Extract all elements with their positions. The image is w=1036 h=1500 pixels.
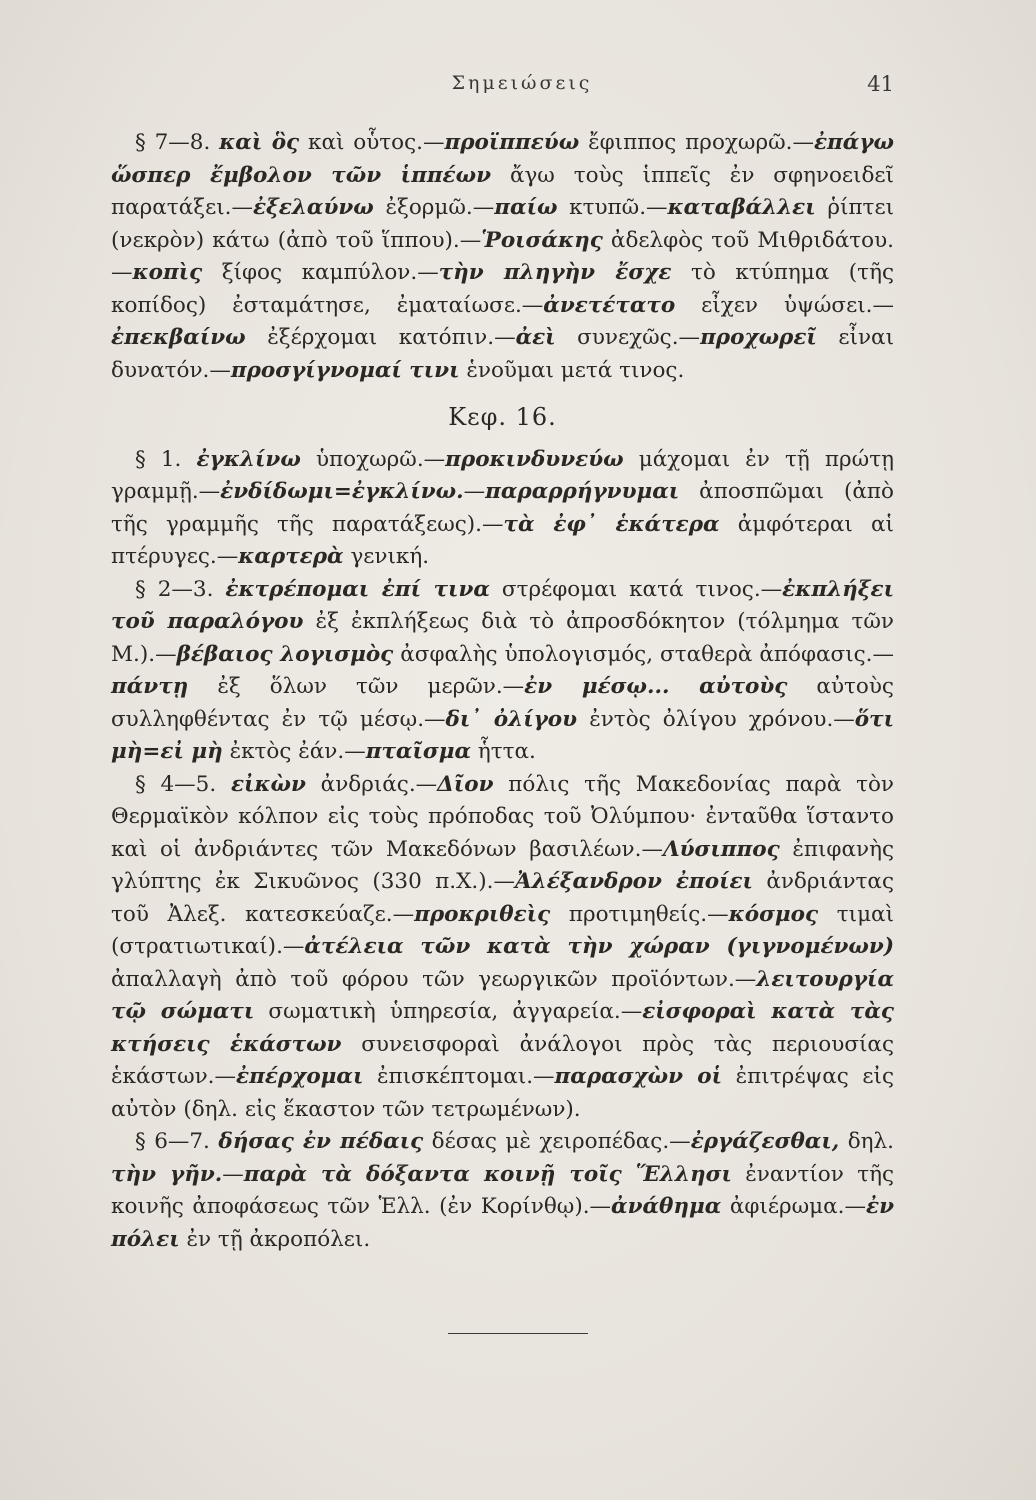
gloss: συνεισφοραὶ ἀνάλογοι πρὸς τὰς περιουσίας ἑκάστων.— [111, 1031, 894, 1089]
gloss: προτιμηθείς.— [568, 901, 729, 927]
lemma: προϊππεύω [444, 130, 580, 155]
lemma: προκριθεὶς [414, 901, 551, 927]
paragraph-section-7-8 [111, 127, 894, 387]
gloss: — [463, 479, 486, 504]
lemma: ἐξελαύνω [252, 195, 374, 220]
gloss: ἀπαλλαγὴ ἀπὸ τοῦ φόρου τῶν γεωργικῶν προϊόντων.— [111, 966, 757, 992]
lemma: κοπὶς [132, 260, 203, 285]
lemma: τὴν πληγὴν ἔσχε [438, 260, 672, 285]
gloss: ἀποσπῶμαι (ἀπὸ τῆς γραμμῆς τῆς παρατάξεως).— [111, 479, 894, 537]
lemma: Ἀλέξανδρον ἐποίει [514, 869, 753, 894]
gloss: δηλ. [847, 1129, 894, 1154]
gloss: ὑποχωρῶ.— [315, 446, 446, 472]
chapter-heading: Κεφ. 16. [448, 403, 557, 431]
gloss: ἀδελφὸς τοῦ Μιθριδάτου.— [111, 227, 894, 285]
lemma: καταβάλλει [667, 195, 816, 220]
gloss: ἐξέρχομαι κατόπιν.— [267, 325, 516, 350]
gloss: εἶχεν ὑψώσει.— [701, 292, 894, 318]
lemma: Λύσιππος [662, 836, 780, 862]
gloss: ἐπισκέπτομαι.— [376, 1064, 555, 1089]
lemma: ἀνάθημα [611, 1194, 722, 1219]
lemma: ἐργάζεσθαι, [690, 1129, 840, 1154]
paragraph-section-1 [111, 444, 894, 574]
gloss: ἀνδριάς.— [320, 771, 438, 797]
lemma: πταῖσμα [365, 739, 472, 764]
gloss: σωματικὴ ὑπηρεσία, ἀγγαρεία.— [268, 999, 643, 1024]
lemma: κόσμος [728, 901, 819, 927]
lemma: τὰ ἐφ᾽ ἑκάτερα [503, 511, 720, 537]
gloss: ἐξ ὅλων τῶν μερῶν.— [217, 674, 525, 699]
lemma: λειτουργία τῷ σώματι [111, 966, 894, 1024]
gloss: τιμαὶ (στρατιωτικαί).— [111, 901, 894, 959]
lemma: παρασχὼν οἱ [554, 1064, 723, 1089]
lemma: εἰκὼν [230, 771, 306, 797]
lemma: εἰσφοραὶ κατὰ τὰς κτήσεις ἑκάστων [111, 999, 894, 1057]
gloss: ἑνοῦμαι μετά τινος. [466, 357, 685, 383]
paragraph-section-4-5 [111, 769, 894, 1127]
gloss: ἀμφότεραι αἱ πτέρυγες.— [111, 511, 894, 569]
gloss: ἐντὸς ὀλίγου χρόνου.— [589, 706, 855, 732]
running-head [150, 72, 894, 102]
gloss: ἐξορμῶ.— [385, 195, 495, 220]
gloss: ἐκτὸς ἐάν.— [229, 739, 366, 764]
lemma: τὴν γῆν. [111, 1161, 223, 1187]
lemma: καρτερὰ [238, 544, 344, 569]
lemma: ἀτέλεια τῶν κατὰ τὴν χώραν (γιγνομένων) [304, 934, 894, 959]
gloss: εἶναι δυνατόν.— [111, 325, 894, 383]
lemma: ἐν μέσῳ... αὐτοὺς [524, 674, 788, 699]
gloss: κτυπῶ.— [569, 195, 668, 220]
gloss: στρέφομαι κατά τινος.— [501, 576, 783, 602]
lemma: ἐνδίδωμι=ἐγκλίνω. [220, 479, 464, 504]
gloss: ῥίπτει (νεκρὸν) κάτω (ἀπὸ τοῦ ἵππου).— [111, 195, 895, 253]
lemma: δήσας ἐν πέδαις [218, 1129, 424, 1154]
gloss: ἐξ ἐκπλήξεως διὰ τὸ ἀπροσδόκητον (τόλμημα τῶν Μ.).— [111, 609, 894, 667]
page-number: 41 [867, 72, 894, 96]
lemma: ἀεὶ [515, 325, 556, 350]
lemma: παρὰ τὰ δόξαντα κοινῇ τοῖς Ἕλλησι [243, 1161, 732, 1187]
gloss: τὸ κτύπημα (τῆς κοπίδος) ἐσταμάτησε, ἐματαίωσε.— [111, 260, 894, 318]
section-ref: § 4—5. [135, 771, 217, 797]
gloss: ἧττα. [477, 739, 536, 764]
lemma: παραρρήγνυμαι [485, 479, 680, 504]
notes-body [111, 127, 894, 1256]
lemma: ἐπάγω ὥσπερ ἔμβολον τῶν ἱππέων [111, 130, 894, 188]
lemma: ἐν πόλει [111, 1194, 894, 1252]
gloss: αὐτοὺς συλληφθέντας ἐν τῷ μέσῳ.— [111, 674, 894, 732]
gloss: ἀσφαλὴς ὑπολογισμός, σταθερὰ ἀπόφασις.— [400, 641, 894, 667]
closing-rule [448, 1333, 588, 1334]
lemma: πάντῃ [111, 674, 189, 699]
lemma: ἐπεκβαίνω [111, 325, 246, 350]
lemma: προκινδυνεύω [445, 446, 624, 472]
lemma: προσγίγνομαί τινι [230, 357, 460, 383]
lemma: προχωρεῖ [700, 325, 817, 350]
gloss: ἐν τῇ ἀκροπόλει. [186, 1226, 371, 1252]
gloss: καὶ οὗτος.— [308, 130, 445, 155]
gloss: ἐναντίον τῆς κοινῆς ἀποφάσεως τῶν Ἑλλ. (ἐν Κορίνθῳ).— [111, 1161, 895, 1219]
gloss: μάχομαι ἐν τῇ πρώτῃ γραμμῇ.— [111, 446, 894, 504]
section-ref: § 1. [135, 446, 182, 472]
lemma: ἐγκλίνω [196, 446, 301, 472]
gloss: ἀνδριάντας τοῦ Ἀλεξ. κατεσκεύαζε.— [111, 869, 894, 927]
gloss: ἔφιππος προχωρῶ.— [588, 130, 814, 155]
lemma: ὅτι μὴ=εἰ μὴ [111, 706, 894, 764]
section-ref: § 2—3. [135, 576, 214, 602]
running-title: Σημειώσεις [451, 72, 593, 94]
gloss: γενική. [350, 544, 430, 569]
section-ref: § 7—8. [135, 130, 211, 155]
gloss: ἐπιτρέψας εἰς αὐτὸν (δηλ. εἰς ἕκαστον τῶν τετρωμένων). [111, 1064, 894, 1122]
gloss: συνεχῶς.— [577, 325, 701, 350]
lemma: ἀνετέτατο [543, 292, 676, 318]
gloss: δέσας μὲ χειροπέδας.— [431, 1129, 691, 1154]
section-ref: § 6—7. [135, 1129, 210, 1154]
gloss: ἐπιφανὴς γλύπτης ἐκ Σικυῶνος (330 π.Χ.).— [111, 836, 894, 894]
lemma: καὶ ὃς [219, 130, 300, 155]
lemma: παίω [494, 195, 558, 220]
gloss: ἀφιέρωμα.— [729, 1194, 866, 1219]
lemma: ἐκτρέπομαι ἐπί τινα [225, 576, 490, 602]
lemma: Ῥοισάκης [481, 227, 603, 253]
lemma: δι᾽ ὀλίγου [445, 706, 578, 732]
lemma: ἐκπλήξει τοῦ παραλόγου [111, 576, 895, 634]
paragraph-section-2-3 [111, 574, 894, 769]
gloss: πόλις τῆς Μακεδονίας παρὰ τὸν Θερμαϊκὸν κόλπον εἰς τοὺς πρόποδας τοῦ Ὀλύμπου· ἐνταῦθα ἵσταντο καὶ οἱ ἀνδριάντες τῶν Μακεδόνων βασιλέων.— [111, 771, 894, 862]
lemma: ἐπέρχομαι [236, 1064, 364, 1089]
lemma: Δῖον [437, 771, 494, 797]
paragraph-section-6-7 [111, 1126, 894, 1256]
gloss: ξίφος καμπύλον.— [221, 260, 439, 285]
gloss: ἄγω τοὺς ἱππεῖς ἐν σφηνοειδεῖ παρατάξει.— [111, 162, 894, 220]
gloss: — [222, 1161, 244, 1187]
lemma: βέβαιος λογισμὸς [176, 641, 394, 667]
